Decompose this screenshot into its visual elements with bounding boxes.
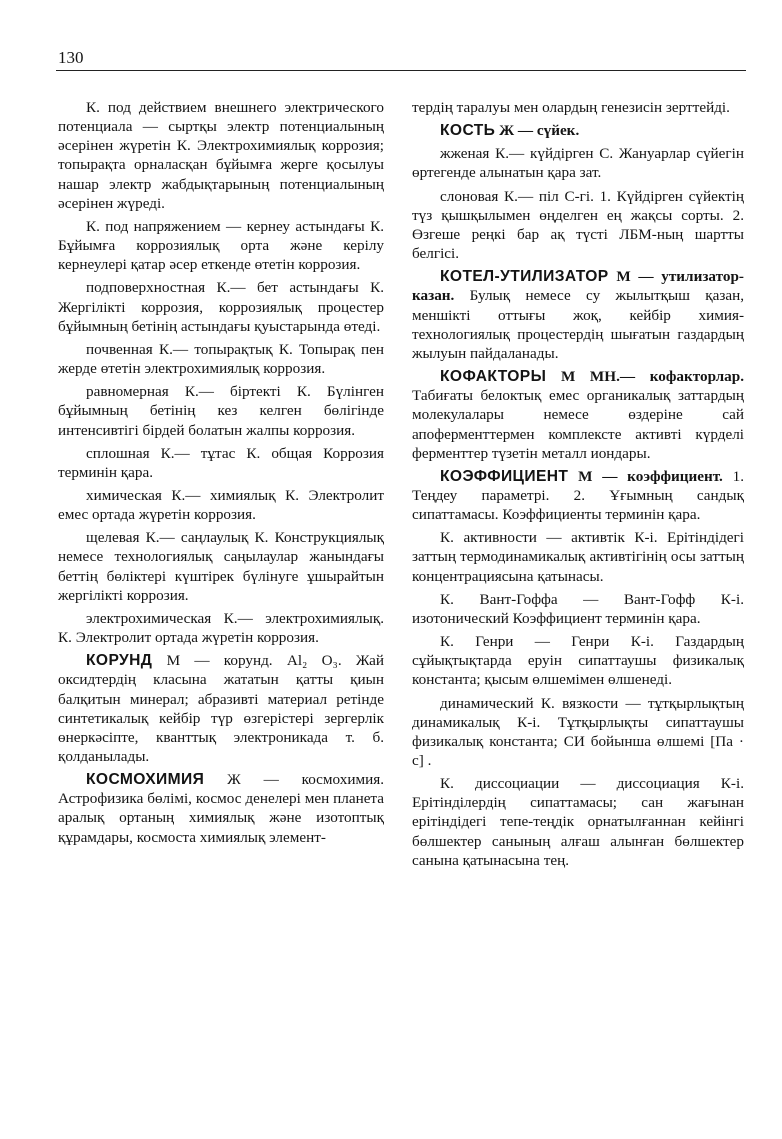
entry-headword: КОФАКТОРЫ xyxy=(440,368,547,386)
page-number: 130 xyxy=(58,48,84,67)
entry-paragraph: К. под действием внешнего электрического потенциала — сыртқы электр потенциалының әсерінен жүретін К. Электрохимиялық коррозия; топырақта орналасқан бұйымға жерге қосылуы нашар электр жабдықтарының потенциалының әсерінен жүреді. xyxy=(58,99,384,212)
entry-paragraph: К. Генри — Генри К-і. Газдардың сұйықтықтарда еруін сипаттаушы физикалық константа; қысым өлшемімен өлшенеді. xyxy=(412,633,744,689)
entry-paragraph: жженая К.— күйдірген С. Жануарлар сүйегін өртегенде алынатын қара зат. xyxy=(412,145,744,182)
entry-paragraph: равномерная К.— біртекті К. Бүлінген бұйымның бетінің кез келген бөлігінде интенсивтігі бірдей болатын жалпы коррозия. xyxy=(58,383,384,439)
entry-translation: Ж — сүйек. xyxy=(495,122,580,140)
entry-paragraph: сплошная К.— тұтас К. общая Коррозия терминін қара. xyxy=(58,444,384,481)
entry-paragraph: К. диссоциации — диссоциация К-і. Ерітінділердің сипаттамасы; сан жағынан ерітіндідегі тепе-теңдік орнатылғаннан кейінгі бөлшектер санының алғаш алынған бөлшектер санына қатынасына тең. xyxy=(412,775,744,869)
entry-paragraph: почвенная К.— топырақтық К. Топырақ пен жерде өтетін электрохимиялық коррозия. xyxy=(58,340,384,378)
dictionary-entry xyxy=(58,651,384,766)
right-column xyxy=(412,98,744,874)
entry-headword: КОСТЬ xyxy=(440,122,496,140)
entry-definition: Ж — космохимия. Астрофизика бөлімі, космос денелері мен планета аралық ортаның химиялық және изотоптық құрамдары, космоста химиялық элемент- xyxy=(58,771,384,846)
entry-paragraph: К. активности — активтік К-і. Ерітіндідегі заттың термодинамикалық активтігінің осы заттың концентрациясына қатынасы. xyxy=(412,529,744,585)
entry-paragraph: электрохимическая К.— электрохимиялық. К. Электролит ортада жүретін коррозия. xyxy=(58,609,384,647)
entry-definition: М — корунд. Al₂ O₃. Жай оксидтердің класына жататын қатты қиын балқитын минерал; абразивті материал ретінде синтетикалық кейбір түр өзгерістері зергерлік өнеркәсіпте, кванттық электроникада т. б. қолданылады. xyxy=(58,652,384,765)
entry-paragraph: подповерхностная К.— бет астындағы К. Жергілікті коррозия, коррозиялық процестер бұйымның бетінің астындағы қуыстарында өтеді. xyxy=(58,279,384,335)
entry-paragraph: слоновая К.— піл С-гі. 1. Күйдірген сүйектің түз қышқылымен өңделген ең жақсы сорты. 2. Өзгеше реңкі бар ақ түсті ЛБМ-ның шартты белгісі. xyxy=(412,187,744,263)
continued-text: тердің таралуы мен олардың генезисін зерттейді. xyxy=(412,99,730,116)
header-rule xyxy=(56,70,746,71)
entry-translation: М — утилизатор-казан. xyxy=(412,268,744,305)
entry-headword: КОРУНД xyxy=(86,652,153,670)
dictionary-entry xyxy=(412,367,744,463)
entry-paragraph: щелевая К.— саңлаулық К. Конструкциялық немесе технологиялық саңылаулар жанындағы беттің бөліктері күштірек бүлінуге ұшырайтын жергілікті коррозия. xyxy=(58,529,384,604)
entry-definition: Табиғаты белоктық емес органикалық заттардың молекулалары немесе өздеріне сай апоферменттермен комплексте активті күрделі ферменттер түзетін металл иондары. xyxy=(412,387,744,462)
entry-headword: КОЭФФИЦИЕНТ xyxy=(440,467,569,485)
entry-definition: 1. Теңдеу параметрі. 2. Ұғымның сандық сипаттамасы. Коэффициенты терминін қара. xyxy=(412,467,744,524)
entry-paragraph: химическая К.— химиялық К. Электролит емес ортада жүретін коррозия. xyxy=(58,486,384,524)
dictionary-entry xyxy=(412,467,744,524)
entry-paragraph: К. под напряжением — кернеу астындағы К. Бұйымға коррозиялық орта және керілу кернеулері қатар әсер еткенде өтетін коррозия. xyxy=(58,217,384,274)
entry-paragraph: К. Вант-Гоффа — Вант-Гофф К-і. изотонический Коэффициент терминін қара. xyxy=(412,590,744,627)
dictionary-entry xyxy=(412,121,744,140)
dictionary-entry xyxy=(412,267,744,363)
dictionary-entry xyxy=(58,770,384,847)
entry-definition: Булық немесе су жылытқыш қазан, меншікті оттығы жоқ, кейбір химия-технологиялық процестердің шығатын газдардың жылуын пайдаланады. xyxy=(412,287,744,362)
entry-headword: КОСМОХИМИЯ xyxy=(86,771,205,789)
entry-headword: КОТЕЛ-УТИЛИЗАТОР xyxy=(440,268,609,286)
entry-paragraph: динамический К. вязкости — тұтқырлықтың динамикалық К-і. Тұтқырлықты сипаттаушы физикалық константа; СИ бойынша өлшемі [Па · с] . xyxy=(412,694,744,769)
entry-translation: М — коэффициент. xyxy=(568,467,723,485)
entry-translation: М МН.— кофакторлар. xyxy=(546,368,744,386)
left-column xyxy=(58,98,384,851)
